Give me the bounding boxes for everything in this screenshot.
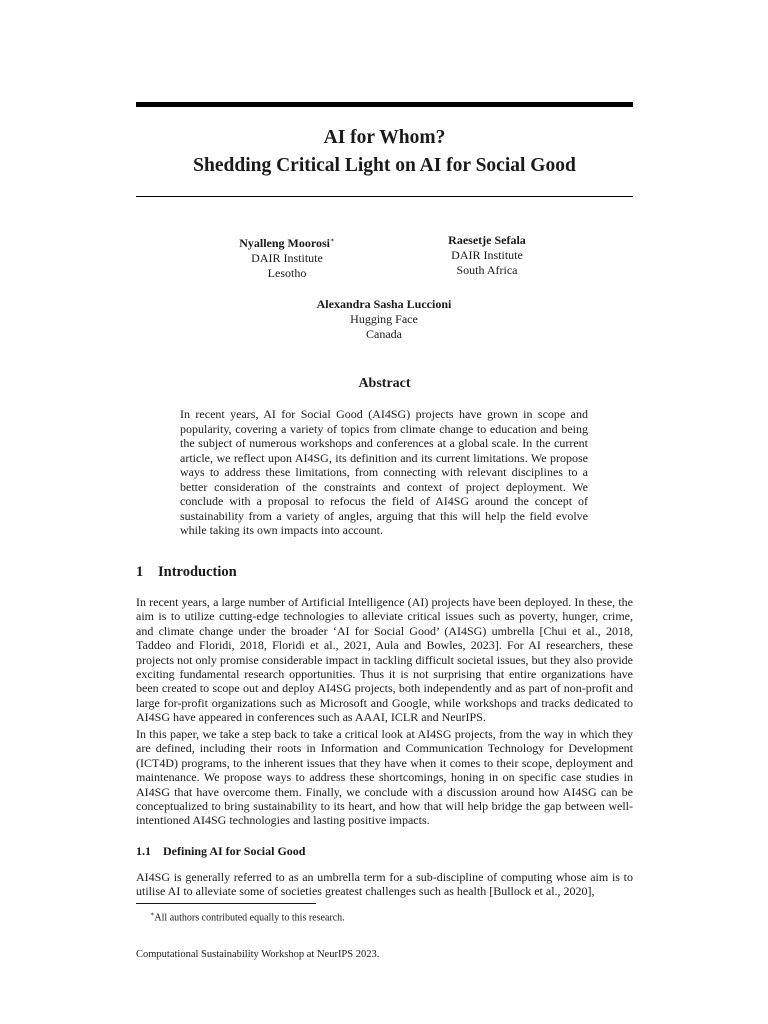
author-name: Alexandra Sasha Luccioni: [316, 297, 452, 311]
abstract-text: In recent years, AI for Social Good (AI4SG) projects have grown in scope and popularity, covering a variety of topics from climate change to education and being the subject of numerous workshops and conferences at a global scale. In the current article, we reflect upon AI4SG, its definition and its current limitations. We propose ways to address these limitations, from connecting with relevant disciplines to a better consideration of the constraints and context of project deployment. We conclude with a proposal to refocus the field of AI4SG around the concept of sustainability from a variety of angles, arguing that this will help the field evolve while taking its own impacts into account.: [180, 407, 588, 537]
author-location: South Africa: [456, 263, 518, 277]
author-location: Lesotho: [267, 266, 307, 280]
body-paragraph: In recent years, a large number of Artificial Intelligence (AI) projects have been deployed. In these, the aim is to utilize cutting-edge technologies to alleviate critical issues such as poverty, hunger, crime, and climate change under the broader ‘AI for Social Good’ (AI4SG) umbrella [Chui et al., 2018, Taddeo and Floridi, 2018, Floridi et al., 2021, Aula and Bowles, 2023]. For AI researchers, these projects not only promise considerable impact in tackling difficult societal issues, but they also provide exciting fundamental research opportunities. Thus it is not surprising that entire organizations have been created to scope out and deploy AI4SG projects, both independently and as part of non-profit and large for-profit organizations such as Microsoft and Google, while workshops and tracks dedicated to AI4SG have appeared in conferences such as AAAI, ICLR and NeurIPS.: [136, 595, 633, 725]
subsection-heading: [136, 844, 305, 859]
author-affiliation: DAIR Institute: [251, 251, 323, 265]
section-title: Introduction: [158, 564, 237, 580]
author-block: [212, 233, 362, 281]
author-block: [284, 297, 484, 342]
footnote: [150, 908, 345, 924]
author-name: Raesetje Sefala: [448, 233, 526, 247]
footnote-mark: ∗: [150, 911, 155, 918]
venue-footer: Computational Sustainability Workshop at NeurIPS 2023.: [136, 949, 380, 960]
title-bottom-rule: [136, 196, 633, 197]
body-paragraph: AI4SG is generally referred to as an umbrella term for a sub-discipline of computing whose aim is to utilise AI to alleviate some of societies greatest challenges such as health [Bullock et al., 2020],: [136, 870, 633, 899]
author-footnote-mark: ∗: [330, 236, 335, 244]
author-affiliation: Hugging Face: [350, 312, 418, 326]
author-name: Nyalleng Moorosi: [239, 236, 330, 250]
footnote-rule: [136, 903, 316, 904]
paper-title: [136, 124, 633, 180]
author-location: Canada: [366, 327, 402, 341]
paper-title-line-2: Shedding Critical Light on AI for Social Good: [193, 155, 576, 176]
paper-title-line-1: AI for Whom?: [323, 127, 446, 148]
subsection-number: 1.1: [136, 844, 151, 858]
footnote-text: All authors contributed equally to this research.: [154, 912, 345, 924]
section-number: 1: [136, 564, 144, 580]
section-heading: [136, 563, 237, 581]
title-top-rule: [136, 102, 633, 107]
body-paragraph: In this paper, we take a step back to take a critical look at AI4SG projects, from the way in which they are defined, including their roots in Information and Communication Technology for Development (ICT4D) programs, to the inherent issues that they have when it comes to their scope, deployment and maintenance. We propose ways to address these shortcomings, honing in on specific case studies in AI4SG that have overcome them. Finally, we conclude with a discussion around how AI4SG can be conceptualized to bring sustainability to its heart, and how that will help bridge the gap between well-intentioned AI4SG technologies and lasting positive impacts.: [136, 727, 633, 828]
author-affiliation: DAIR Institute: [451, 248, 523, 262]
abstract-heading: Abstract: [358, 376, 411, 391]
subsection-title: Defining AI for Social Good: [163, 844, 306, 858]
author-block: [412, 233, 562, 278]
